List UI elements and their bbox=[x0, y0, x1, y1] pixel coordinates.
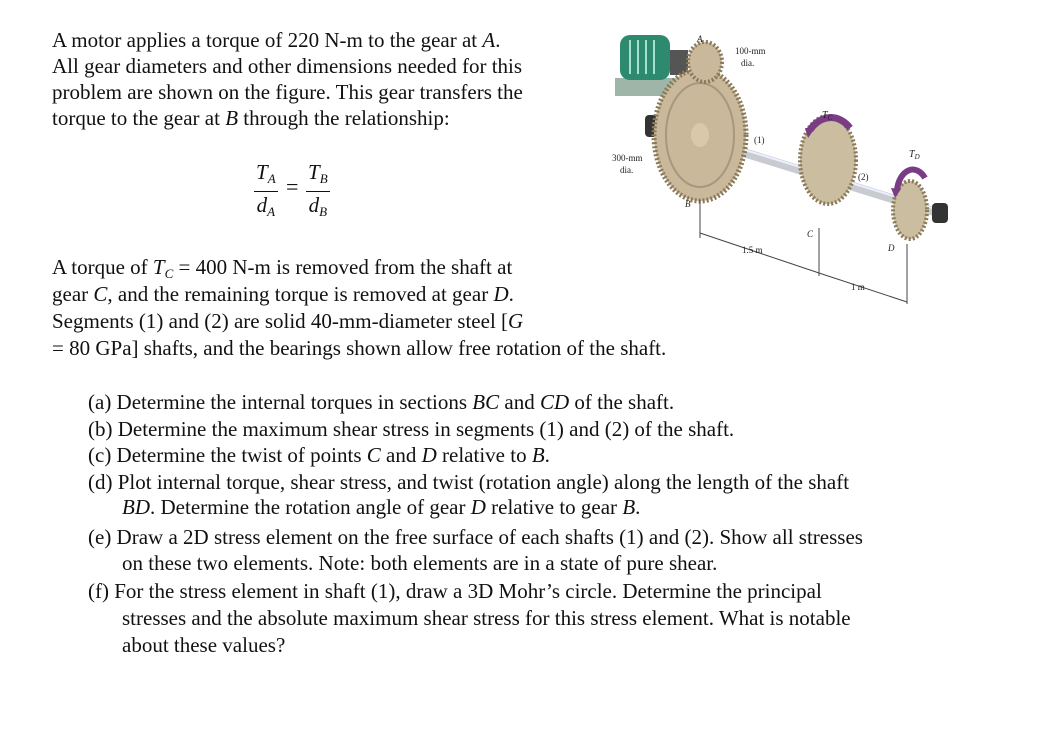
question-a: (a) Determine the internal torques in sections BC and CD of the shaft. bbox=[88, 390, 675, 414]
svg-text:B: B bbox=[685, 199, 691, 209]
bearing-right-icon bbox=[932, 203, 948, 223]
motor-icon bbox=[620, 35, 670, 80]
svg-text:1.5 m: 1.5 m bbox=[742, 245, 763, 255]
question-b: (b) Determine the maximum shear stress in segments (1) and (2) of the shaft. bbox=[88, 417, 735, 441]
svg-text:(1): (1) bbox=[754, 135, 765, 145]
gear-a-icon bbox=[688, 42, 722, 82]
question-e: (e) Draw a 2D stress element on the free surface of each shafts (1) and (2). Show all stresses bbox=[88, 525, 863, 549]
question-d: (d) Plot internal torque, shear stress, and twist (rotation angle) along the length of the shaft bbox=[88, 470, 850, 494]
dimension-lines bbox=[700, 200, 907, 304]
question-c: (c) Determine the twist of points C and D relative to B. bbox=[88, 443, 550, 467]
document-page: A motor applies a torque of 220 N-m to the gear at A. All gear diameters and other dimensions needed for this problem are shown on the figure. This gear transfers the torque to the gear at B through the relationship: $\frac{T_A}{d_A}$ = $\frac{T_B}{d_B}$ A torque of $T_C = 400$ N-m is removed from the shaft at gear C, and the remaining torque is removed at gear D. Segments (1) and (2) are solid 40-mm-diameter steel [G = 80 GPa] shafts, and the bearings shown allow free rotation of the shaft. A 100-mm dia. 300-mm dia. B (1) $T_C$ (2) $T_D$ C D 1.5 m 1 m (a) Determine the internal torques in sections BC and CD of the shaft. (b) Determine the maximum shear stress in segments (1) and (2) of the shaft. (c) Determine the twist of points C and D relative to B. (d) Plot internal torque, shear stress, and twist (rotation angle) along the length of the shaft BD. Determine the rotation angle of gear D relative to gear B. (e) Draw a 2D stress element on the free surface of each shafts (1) and (2). Show all stresses on these two elements. Note: both elements are in a state of pure shear. (f) For the stress element in shaft (1), draw a 3D Mohr’s circle. Determine the principal stresses and the absolute maximum shear stress for this stress element. What is notable about these values? bbox=[0, 0, 1048, 748]
svg-text:dia.: dia. bbox=[741, 58, 755, 68]
svg-text:C: C bbox=[807, 229, 814, 239]
svg-text:D: D bbox=[888, 243, 895, 253]
svg-text:TC: $T_C$ bbox=[822, 110, 833, 122]
svg-text:(2): (2) bbox=[858, 172, 869, 182]
coupling bbox=[670, 50, 688, 75]
svg-text:TD: $T_D$ bbox=[909, 149, 920, 161]
svg-text:300-mm: 300-mm bbox=[612, 153, 643, 163]
svg-text:dia.: dia. bbox=[620, 165, 634, 175]
svg-text:1 m: 1 m bbox=[851, 282, 865, 292]
svg-text:100-mm: 100-mm bbox=[735, 46, 766, 56]
svg-text:A: A bbox=[697, 34, 703, 44]
question-f: (f) For the stress element in shaft (1), draw a 3D Mohr’s circle. Determine the principal bbox=[88, 579, 822, 603]
